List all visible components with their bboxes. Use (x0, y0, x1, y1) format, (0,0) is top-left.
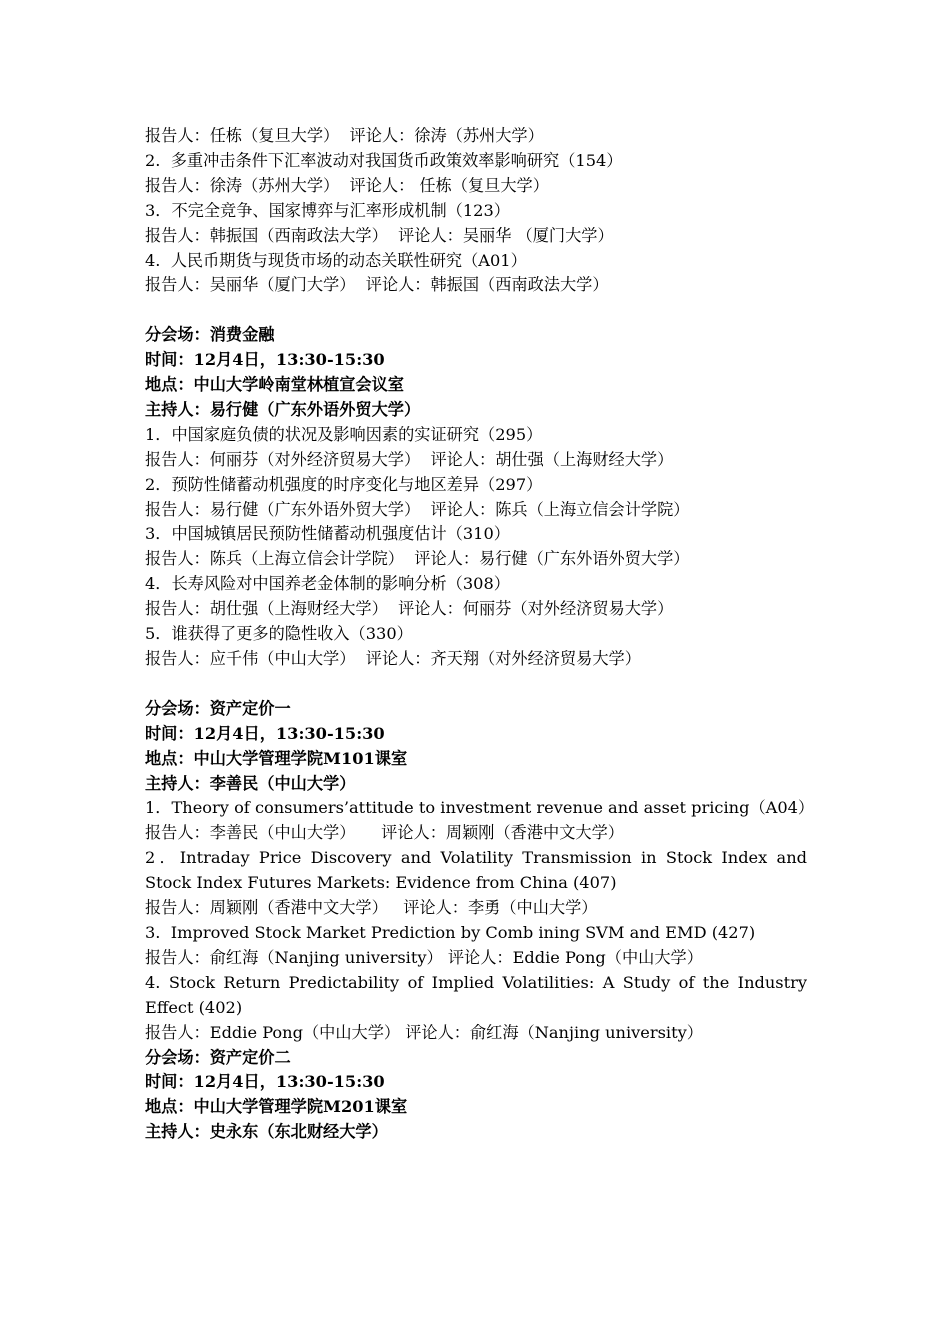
paper-title: 2．Intraday Price Discovery and Volatility Transmission in Stock Index and Stock Index Futures Markets: Evidence from China (407) (145, 848, 807, 893)
paper-title: 2. 多重冲击条件下汇率波动对我国货币政策效率影响研究（154） (145, 150, 623, 170)
session-time: 时间：12月4日，13:30-15:30 (145, 350, 385, 370)
reporter-line: 报告人：何丽芬（对外经济贸易大学） 评论人：胡仕强（上海财经大学） (145, 449, 674, 469)
session-title: 分会场：消费金融 (145, 325, 275, 345)
paper-title: 2．预防性储蓄动机强度的时序变化与地区差异（297） (145, 474, 543, 494)
paper-title: 4. Stock Return Predictability of Implied Volatilities: A Study of the Industry Effect (402) (145, 972, 807, 1017)
paper-title: 3．中国城镇居民预防性储蓄动机强度估计（310） (145, 524, 510, 544)
session-time: 时间：12月4日，13:30-15:30 (145, 1072, 385, 1092)
reporter-line: 报告人：韩振国（西南政法大学） 评论人：吴丽华 （厦门大学） (145, 225, 614, 245)
paper-title: 4．长寿风险对中国养老金体制的影响分析（308） (145, 574, 510, 594)
paper-title: 3. Improved Stock Market Prediction by Comb ining SVM and EMD (427) (145, 922, 756, 942)
reporter-line: 报告人：易行健（广东外语外贸大学） 评论人：陈兵（上海立信会计学院） (145, 499, 690, 519)
paper-title: 3．不完全竞争、国家博弈与汇率形成机制（123） (145, 200, 510, 220)
document-page (145, 124, 815, 1145)
session-time: 时间：12月4日，13:30-15:30 (145, 723, 385, 743)
paper-title: 1．中国家庭负债的状况及影响因素的实证研究（295） (145, 424, 543, 444)
reporter-line: 报告人：任栋（复旦大学） 评论人：徐涛（苏州大学） (145, 126, 544, 145)
session-place: 地点：中山大学管理学院M101课室 (145, 748, 408, 768)
session-place: 地点：中山大学管理学院M201课室 (145, 1097, 408, 1117)
session-place: 地点：中山大学岭南堂林植宣会议室 (145, 375, 404, 395)
paper-title: 5．谁获得了更多的隐性收入（330） (145, 624, 413, 644)
session-host: 主持人：李善民（中山大学） (145, 773, 356, 793)
paper-title: 1．Theory of consumers’attitude to investment revenue and asset pricing（A04） (145, 798, 815, 818)
session-title: 分会场：资产定价二 (145, 1047, 291, 1067)
reporter-line: 报告人：徐涛（苏州大学） 评论人： 任栋（复旦大学） (145, 175, 549, 195)
session-host: 主持人：史永东（东北财经大学） (145, 1122, 388, 1142)
paper-title: 4. 人民币期货与现货市场的动态关联性研究（A01） (145, 250, 527, 270)
reporter-line: 报告人：周颖刚（香港中文大学） 评论人：李勇（中山大学） (145, 898, 598, 918)
reporter-line: 报告人：李善民（中山大学） 评论人：周颖刚（香港中文大学） (145, 823, 624, 843)
reporter-line: 报告人：俞红海（Nanjing university） 评论人：Eddie Pong（中山大学） (145, 947, 703, 967)
session-title: 分会场：资产定价一 (145, 698, 291, 718)
reporter-line: 报告人：Eddie Pong（中山大学） 评论人：俞红海（Nanjing university） (145, 1022, 703, 1042)
reporter-line: 报告人：应千伟（中山大学） 评论人：齐天翔（对外经济贸易大学） (145, 649, 641, 669)
session-host: 主持人：易行健（广东外语外贸大学） (145, 399, 421, 419)
reporter-line: 报告人：吴丽华（厦门大学） 评论人：韩振国（西南政法大学） (145, 275, 609, 295)
reporter-line: 报告人：陈兵（上海立信会计学院） 评论人：易行健（广东外语外贸大学） (145, 549, 690, 569)
reporter-line: 报告人：胡仕强（上海财经大学） 评论人：何丽芬（对外经济贸易大学） (145, 599, 674, 619)
